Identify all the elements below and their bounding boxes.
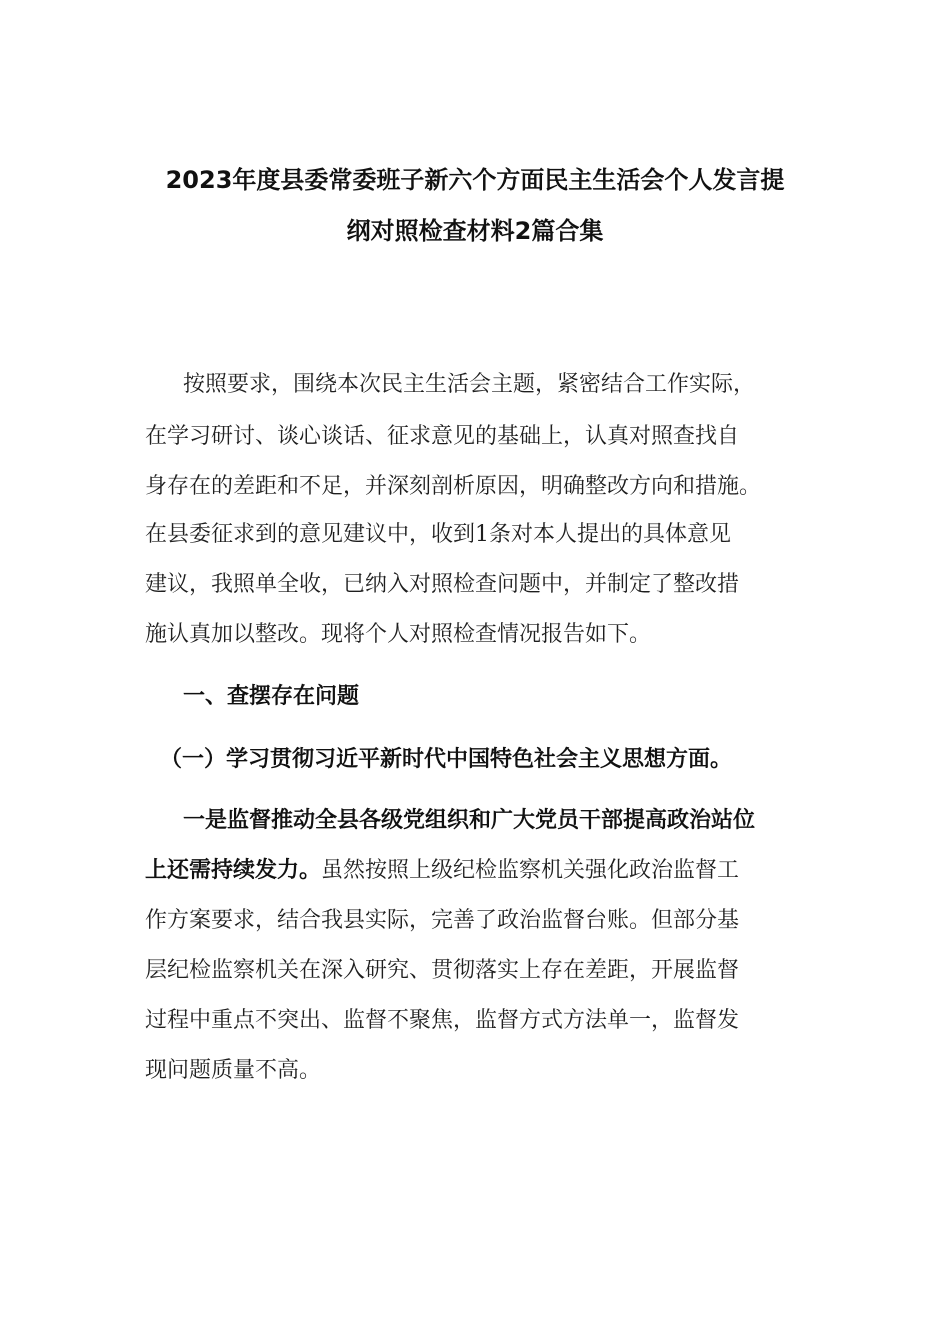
point-paragraph-line: 层纪检监察机关在深入研究、贯彻落实上存在差距，开展监督	[145, 958, 740, 983]
section-heading: 一、查摆存在问题	[183, 684, 360, 709]
subsection-heading: （一）学习贯彻习近平新时代中国特色社会主义思想方面。	[160, 747, 733, 772]
intro-paragraph-line: 在县委征求到的意见建议中，收到1条对本人提出的具体意见	[145, 522, 731, 547]
point-heading-line-1: 一是监督推动全县各级党组织和广大党员干部提高政治站位	[183, 808, 756, 833]
point-paragraph-line: 现问题质量不高。	[145, 1058, 322, 1083]
intro-paragraph-line: 施认真加以整改。现将个人对照检查情况报告如下。	[145, 622, 652, 647]
document-title-line-1: 2023年度县委常委班子新六个方面民主生活会个人发言提	[165, 166, 785, 194]
point-text-continuation: 虽然按照上级纪检监察机关强化政治监督工	[321, 858, 740, 883]
point-paragraph-line: 作方案要求，结合我县实际，完善了政治监督台账。但部分基	[145, 908, 740, 933]
document-title-line-2: 纲对照检查材料2篇合集	[346, 217, 604, 245]
point-paragraph-line: 过程中重点不突出、监督不聚焦，监督方式方法单一，监督发	[145, 1008, 740, 1033]
intro-paragraph-line: 身存在的差距和不足，并深刻剖析原因，明确整改方向和措施。	[145, 474, 762, 499]
intro-paragraph-line: 在学习研讨、谈心谈话、征求意见的基础上，认真对照查找自	[145, 424, 740, 449]
point-heading-line-2: 上还需持续发力。	[145, 858, 322, 883]
point-line-2	[145, 856, 739, 886]
intro-paragraph-line: 建议，我照单全收，已纳入对照检查问题中，并制定了整改措	[145, 572, 740, 597]
intro-paragraph-line: 按照要求，围绕本次民主生活会主题，紧密结合工作实际，	[183, 372, 756, 397]
